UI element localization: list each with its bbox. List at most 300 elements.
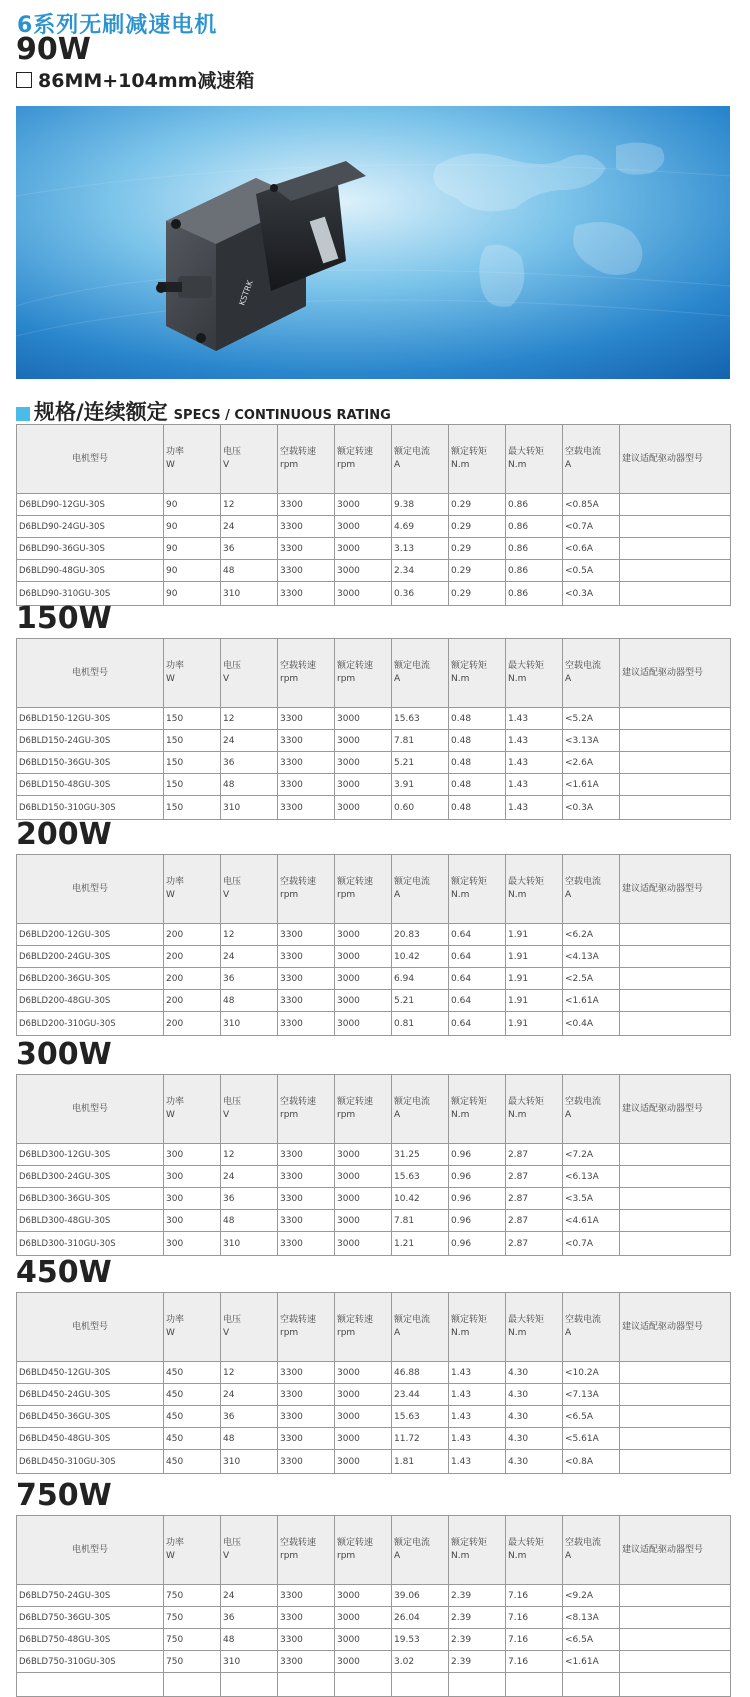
table-cell: 300: [164, 1188, 221, 1210]
table-cell: <10.2A: [563, 1362, 620, 1384]
column-header-unit: W: [166, 460, 175, 470]
table-cell: 12: [221, 708, 278, 730]
model-cell: D6BLD300-310GU-30S: [17, 1232, 164, 1256]
table-cell: 0.29: [449, 560, 506, 582]
table-cell: 3000: [335, 1188, 392, 1210]
frame-size-text: 86MM+104mm减速箱: [38, 70, 255, 92]
model-cell: D6BLD200-36GU-30S: [17, 968, 164, 990]
model-cell: D6BLD750-48GU-30S: [17, 1629, 164, 1651]
column-header-unit: N.m: [451, 1328, 470, 1338]
table-cell: 2.34: [392, 560, 449, 582]
table-row: [17, 796, 731, 820]
table-cell: 3300: [278, 1428, 335, 1450]
table-cell: [563, 1673, 620, 1697]
model-cell: D6BLD150-36GU-30S: [17, 752, 164, 774]
table-cell: [506, 1673, 563, 1697]
table-cell: [620, 494, 731, 516]
table-cell: <0.6A: [563, 538, 620, 560]
column-header: [620, 639, 731, 708]
column-header-label: 额定转矩: [451, 877, 488, 887]
frame-size-subtitle: [16, 66, 254, 93]
model-cell: D6BLD300-24GU-30S: [17, 1166, 164, 1188]
table-cell: 3300: [278, 708, 335, 730]
table-cell: 3000: [335, 1012, 392, 1036]
table-cell: 3300: [278, 1166, 335, 1188]
column-header: [392, 1516, 449, 1585]
table-row: [17, 774, 731, 796]
table-cell: [164, 1673, 221, 1697]
table-cell: <0.8A: [563, 1450, 620, 1474]
table-cell: 7.16: [506, 1585, 563, 1607]
model-cell: D6BLD300-48GU-30S: [17, 1210, 164, 1232]
motor-brand-label: KSTRK: [237, 279, 255, 307]
table-cell: 3300: [278, 1232, 335, 1256]
page-title: 6系列无刷减速电机: [17, 13, 218, 38]
table-cell: 36: [221, 1188, 278, 1210]
table-cell: [620, 796, 731, 820]
table-cell: 0.96: [449, 1232, 506, 1256]
column-header-label: 额定电流: [394, 1538, 431, 1548]
table-cell: 1.43: [449, 1362, 506, 1384]
table-row: [17, 1188, 731, 1210]
table-cell: 200: [164, 924, 221, 946]
table-cell: 2.39: [449, 1585, 506, 1607]
table-cell: 3000: [335, 1210, 392, 1232]
column-header: [17, 1293, 164, 1362]
column-header-label: 空载转速: [280, 447, 317, 457]
table-cell: 24: [221, 1585, 278, 1607]
table-cell: 3000: [335, 1450, 392, 1474]
table-cell: [620, 560, 731, 582]
column-header-label: 额定电流: [394, 1097, 431, 1107]
column-header-unit: rpm: [280, 1328, 299, 1338]
column-header-unit: N.m: [451, 460, 470, 470]
table-header-row: [17, 425, 731, 494]
square-icon: [16, 72, 32, 88]
table-cell: 2.87: [506, 1210, 563, 1232]
table-cell: [620, 1428, 731, 1450]
column-header-label: 空载电流: [565, 447, 602, 457]
column-header: [449, 855, 506, 924]
table-cell: 3300: [278, 968, 335, 990]
table-cell: 90: [164, 582, 221, 606]
column-header: [335, 855, 392, 924]
column-header: [449, 1516, 506, 1585]
table-cell: 0.64: [449, 1012, 506, 1036]
table-cell: 3000: [335, 1629, 392, 1651]
table-cell: 0.48: [449, 774, 506, 796]
table-cell: 300: [164, 1210, 221, 1232]
table-cell: 20.83: [392, 924, 449, 946]
table-cell: 24: [221, 516, 278, 538]
model-cell: D6BLD300-12GU-30S: [17, 1144, 164, 1166]
column-header-unit: V: [223, 1551, 230, 1561]
column-header-unit: rpm: [280, 1551, 299, 1561]
table-header-row: [17, 1075, 731, 1144]
table-cell: 300: [164, 1166, 221, 1188]
table-cell: 11.72: [392, 1428, 449, 1450]
model-cell: D6BLD450-12GU-30S: [17, 1362, 164, 1384]
table-cell: 7.16: [506, 1629, 563, 1651]
table-cell: 750: [164, 1651, 221, 1673]
table-cell: 3000: [335, 1232, 392, 1256]
table-cell: 7.16: [506, 1607, 563, 1629]
table-cell: 3000: [335, 1406, 392, 1428]
column-header-label: 额定转矩: [451, 1097, 488, 1107]
table-cell: 1.91: [506, 924, 563, 946]
table-cell: <7.13A: [563, 1384, 620, 1406]
table-cell: [620, 1188, 731, 1210]
column-header: [164, 1293, 221, 1362]
table-cell: 3300: [278, 582, 335, 606]
table-cell: 0.86: [506, 538, 563, 560]
model-cell: D6BLD90-310GU-30S: [17, 582, 164, 606]
table-cell: 0.64: [449, 946, 506, 968]
model-cell: D6BLD450-24GU-30S: [17, 1384, 164, 1406]
model-cell: D6BLD750-24GU-30S: [17, 1585, 164, 1607]
table-cell: 3000: [335, 1585, 392, 1607]
table-cell: 24: [221, 1384, 278, 1406]
table-cell: 4.30: [506, 1406, 563, 1428]
table-cell: 48: [221, 990, 278, 1012]
table-cell: 3000: [335, 752, 392, 774]
table-cell: 1.43: [506, 730, 563, 752]
table-row: [17, 1450, 731, 1474]
table-cell: 3000: [335, 796, 392, 820]
column-header-unit: W: [166, 1328, 175, 1338]
column-header-label: 电机型号: [71, 1321, 108, 1332]
table-cell: 1.43: [506, 796, 563, 820]
table-cell: [620, 946, 731, 968]
table-cell: 150: [164, 774, 221, 796]
model-cell: D6BLD90-12GU-30S: [17, 494, 164, 516]
product-banner-image: [16, 106, 730, 379]
table-cell: [620, 708, 731, 730]
table-cell: [620, 1232, 731, 1256]
table-cell: 3300: [278, 1607, 335, 1629]
table-cell: 90: [164, 560, 221, 582]
table-cell: 4.30: [506, 1384, 563, 1406]
table-cell: 0.48: [449, 752, 506, 774]
column-header-unit: A: [394, 460, 401, 470]
column-header-unit: A: [394, 674, 401, 684]
table-cell: 1.43: [506, 774, 563, 796]
table-cell: 3000: [335, 1651, 392, 1673]
column-header-label: 额定转矩: [451, 447, 488, 457]
column-header: [17, 425, 164, 494]
table-cell: 3300: [278, 516, 335, 538]
table-cell: 3000: [335, 1166, 392, 1188]
model-cell: D6BLD300-36GU-30S: [17, 1188, 164, 1210]
table-cell: <5.2A: [563, 708, 620, 730]
table-cell: 3000: [335, 990, 392, 1012]
table-row: [17, 560, 731, 582]
column-header-label: 电压: [223, 661, 242, 671]
table-row: [17, 1232, 731, 1256]
power-90w-title: 90W: [16, 32, 91, 67]
table-cell: 750: [164, 1607, 221, 1629]
column-header: [392, 1075, 449, 1144]
table-cell: [620, 1144, 731, 1166]
column-header-unit: N.m: [451, 890, 470, 900]
column-header-label: 最大转矩: [508, 877, 545, 887]
table-cell: 3000: [335, 924, 392, 946]
column-header: [164, 855, 221, 924]
column-header-unit: A: [394, 1328, 401, 1338]
table-cell: <2.6A: [563, 752, 620, 774]
table-header-row: [17, 1516, 731, 1585]
column-header-unit: A: [565, 1110, 572, 1120]
table-cell: 3300: [278, 1629, 335, 1651]
column-header-unit: rpm: [337, 1110, 356, 1120]
table-cell: 3.13: [392, 538, 449, 560]
table-cell: 12: [221, 494, 278, 516]
column-header-unit: rpm: [337, 890, 356, 900]
table-cell: 3300: [278, 538, 335, 560]
spec-table: [16, 854, 731, 1036]
table-cell: [620, 582, 731, 606]
table-cell: 450: [164, 1428, 221, 1450]
power-section-title: 750W: [16, 1478, 112, 1513]
table-row: [17, 1166, 731, 1188]
column-header-label: 额定电流: [394, 877, 431, 887]
table-cell: 3300: [278, 752, 335, 774]
table-cell: 3300: [278, 560, 335, 582]
column-header-label: 空载转速: [280, 661, 317, 671]
column-header-label: 电压: [223, 1315, 242, 1325]
column-header: [221, 425, 278, 494]
column-header-label: 空载转速: [280, 1538, 317, 1548]
table-cell: [449, 1673, 506, 1697]
table-cell: 19.53: [392, 1629, 449, 1651]
table-cell: 90: [164, 494, 221, 516]
table-cell: 10.42: [392, 946, 449, 968]
table-cell: 200: [164, 968, 221, 990]
model-cell: D6BLD150-12GU-30S: [17, 708, 164, 730]
table-cell: 12: [221, 1144, 278, 1166]
column-header-label: 最大转矩: [508, 1097, 545, 1107]
table-row: [17, 968, 731, 990]
table-cell: 31.25: [392, 1144, 449, 1166]
table-cell: <7.2A: [563, 1144, 620, 1166]
spec-table: [16, 1074, 731, 1256]
column-header-label: 额定电流: [394, 661, 431, 671]
column-header: [335, 1075, 392, 1144]
table-cell: <0.3A: [563, 796, 620, 820]
column-header: [221, 1516, 278, 1585]
column-header: [449, 425, 506, 494]
table-row: [17, 582, 731, 606]
table-row: [17, 1651, 731, 1673]
table-cell: 1.43: [449, 1384, 506, 1406]
table-cell: 3000: [335, 946, 392, 968]
column-header-label: 额定转速: [337, 447, 374, 457]
column-header-unit: rpm: [280, 674, 299, 684]
table-row: [17, 1384, 731, 1406]
table-cell: 3000: [335, 494, 392, 516]
power-section-title: 200W: [16, 817, 112, 852]
table-cell: 450: [164, 1406, 221, 1428]
column-header-unit: rpm: [280, 460, 299, 470]
spec-table: [16, 1292, 731, 1474]
power-section-title: 150W: [16, 601, 112, 636]
table-row: [17, 708, 731, 730]
table-cell: 2.87: [506, 1166, 563, 1188]
column-header: [506, 1075, 563, 1144]
table-cell: 3300: [278, 1144, 335, 1166]
table-cell: 300: [164, 1144, 221, 1166]
table-cell: 7.81: [392, 1210, 449, 1232]
table-cell: <0.5A: [563, 560, 620, 582]
table-cell: 0.48: [449, 708, 506, 730]
table-row: [17, 1673, 731, 1697]
model-cell: D6BLD750-36GU-30S: [17, 1607, 164, 1629]
table-header-row: [17, 855, 731, 924]
model-cell: D6BLD150-24GU-30S: [17, 730, 164, 752]
column-header-unit: rpm: [337, 460, 356, 470]
column-header: [506, 639, 563, 708]
column-header-label: 电机型号: [71, 1544, 108, 1555]
table-cell: 0.96: [449, 1166, 506, 1188]
table-cell: 3300: [278, 1012, 335, 1036]
column-header-label: 空载转速: [280, 1315, 317, 1325]
table-cell: [620, 1585, 731, 1607]
table-cell: 0.64: [449, 968, 506, 990]
table-cell: 150: [164, 730, 221, 752]
table-cell: 1.91: [506, 1012, 563, 1036]
table-cell: 48: [221, 774, 278, 796]
column-header: [221, 1075, 278, 1144]
table-row: [17, 730, 731, 752]
table-cell: 3300: [278, 990, 335, 1012]
table-cell: 450: [164, 1450, 221, 1474]
column-header-label: 建议适配驱动器型号: [622, 453, 704, 464]
column-header: [563, 1516, 620, 1585]
column-header: [221, 639, 278, 708]
table-cell: 2.39: [449, 1651, 506, 1673]
column-header-unit: W: [166, 1110, 175, 1120]
column-header: [335, 425, 392, 494]
table-cell: <6.2A: [563, 924, 620, 946]
specs-heading: [16, 396, 391, 426]
table-cell: 3300: [278, 946, 335, 968]
model-cell: [17, 1673, 164, 1697]
column-header: [17, 1516, 164, 1585]
column-header: [164, 639, 221, 708]
column-header-label: 额定转速: [337, 1538, 374, 1548]
table-cell: 300: [164, 1232, 221, 1256]
table-cell: [620, 774, 731, 796]
table-cell: <4.13A: [563, 946, 620, 968]
column-header: [563, 1293, 620, 1362]
table-cell: [620, 1384, 731, 1406]
column-header-label: 最大转矩: [508, 447, 545, 457]
table-cell: <6.13A: [563, 1166, 620, 1188]
table-cell: 3000: [335, 1428, 392, 1450]
table-cell: 3000: [335, 516, 392, 538]
table-cell: 3000: [335, 560, 392, 582]
column-header: [449, 639, 506, 708]
column-header-label: 电压: [223, 1097, 242, 1107]
table-cell: 24: [221, 730, 278, 752]
table-cell: 1.81: [392, 1450, 449, 1474]
column-header-unit: W: [166, 674, 175, 684]
column-header: [278, 1075, 335, 1144]
table-cell: <6.5A: [563, 1629, 620, 1651]
table-cell: 200: [164, 946, 221, 968]
model-cell: D6BLD90-36GU-30S: [17, 538, 164, 560]
table-cell: 200: [164, 990, 221, 1012]
table-cell: [620, 1629, 731, 1651]
column-header: [17, 1075, 164, 1144]
table-cell: 310: [221, 1012, 278, 1036]
table-cell: 7.81: [392, 730, 449, 752]
table-cell: 150: [164, 708, 221, 730]
table-cell: 3300: [278, 1406, 335, 1428]
column-header-label: 最大转矩: [508, 1315, 545, 1325]
column-header: [392, 639, 449, 708]
table-cell: <1.61A: [563, 1651, 620, 1673]
column-header-label: 电压: [223, 447, 242, 457]
table-cell: 3000: [335, 1384, 392, 1406]
table-cell: <1.61A: [563, 990, 620, 1012]
column-header-label: 电机型号: [71, 667, 108, 678]
table-cell: 750: [164, 1585, 221, 1607]
table-cell: 450: [164, 1362, 221, 1384]
table-cell: 2.39: [449, 1629, 506, 1651]
table-cell: [620, 1673, 731, 1697]
table-cell: 2.87: [506, 1144, 563, 1166]
table-row: [17, 1210, 731, 1232]
model-cell: D6BLD150-48GU-30S: [17, 774, 164, 796]
table-row: [17, 1144, 731, 1166]
table-cell: 1.43: [449, 1428, 506, 1450]
column-header-label: 额定转矩: [451, 1315, 488, 1325]
table-cell: 3000: [335, 1144, 392, 1166]
table-cell: 2.87: [506, 1188, 563, 1210]
column-header-unit: N.m: [508, 674, 527, 684]
column-header-unit: rpm: [337, 674, 356, 684]
column-header: [164, 1075, 221, 1144]
table-row: [17, 1406, 731, 1428]
table-cell: <6.5A: [563, 1406, 620, 1428]
column-header-label: 空载电流: [565, 1538, 602, 1548]
model-cell: D6BLD450-48GU-30S: [17, 1428, 164, 1450]
column-header: [335, 1516, 392, 1585]
table-cell: [620, 1166, 731, 1188]
table-cell: 46.88: [392, 1362, 449, 1384]
column-header-unit: V: [223, 890, 230, 900]
table-cell: 1.91: [506, 968, 563, 990]
column-header: [335, 1293, 392, 1362]
table-cell: 3000: [335, 538, 392, 560]
table-cell: [620, 990, 731, 1012]
table-cell: 0.29: [449, 582, 506, 606]
column-header-unit: A: [565, 1551, 572, 1561]
column-header-label: 额定转速: [337, 877, 374, 887]
column-header-label: 额定转速: [337, 661, 374, 671]
column-header-unit: A: [565, 1328, 572, 1338]
table-cell: [620, 752, 731, 774]
table-cell: 1.43: [449, 1450, 506, 1474]
table-cell: 9.38: [392, 494, 449, 516]
table-cell: 1.43: [506, 708, 563, 730]
column-header-label: 额定转矩: [451, 661, 488, 671]
column-header-label: 最大转矩: [508, 1538, 545, 1548]
column-header: [449, 1075, 506, 1144]
table-cell: 3000: [335, 1607, 392, 1629]
table-cell: 310: [221, 582, 278, 606]
